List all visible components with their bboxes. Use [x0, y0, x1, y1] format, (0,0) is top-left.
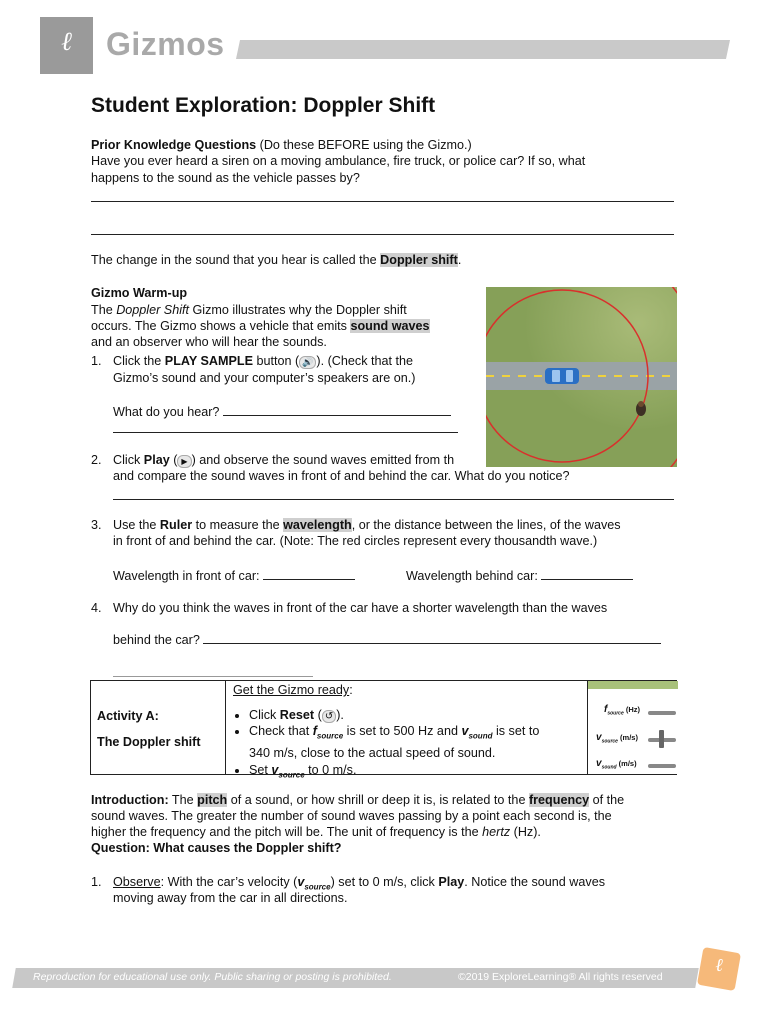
warmup-heading: Gizmo Warm-up	[91, 286, 188, 300]
q4-number: 4.	[91, 601, 102, 615]
prior-question-line1: Have you ever heard a siren on a moving ambulance, fire truck, or police car? If so, what	[91, 154, 586, 168]
warmup-line1: The Doppler Shift Gizmo illustrates why the Doppler shift	[91, 303, 407, 317]
sliders-header	[588, 681, 678, 689]
vsound-slider-label: $v_{sound}$ (m/s)	[596, 758, 637, 771]
play-icon[interactable]: ▶	[177, 455, 191, 468]
vsource-slider-label: $v_{source}$ (m/s)	[596, 732, 638, 745]
answer-line[interactable]	[223, 403, 451, 416]
activity-label: Activity A:	[97, 709, 159, 723]
warmup-line2: occurs. The Gizmo shows a vehicle that emits sound waves	[91, 319, 430, 333]
play-sample-icon[interactable]: 🔊	[299, 356, 316, 369]
fsource-slider-label: $f_{source}$ (Hz)	[604, 704, 640, 717]
doppler-sim-graphic	[486, 287, 677, 467]
q2-number: 2.	[91, 453, 102, 467]
doppler-sim-image	[486, 287, 677, 467]
header-bar	[236, 40, 730, 59]
setup-step: • Set $v_{source}$ to 0 m/s.	[249, 762, 583, 784]
car-icon	[545, 368, 579, 384]
intro-line1: Introduction: The pitch of a sound, or how shrill or deep it is, is related to the frequency of the	[91, 793, 625, 807]
warmup-line3: and an observer who will hear the sounds.	[91, 335, 327, 349]
q3-number: 3.	[91, 518, 102, 532]
el-logo-mark: ℓ	[61, 27, 72, 57]
q4-line2: behind the car?	[113, 631, 661, 648]
page-title: Student Exploration: Doppler Shift	[91, 94, 436, 117]
fsource-slider[interactable]	[648, 711, 676, 715]
activity-box	[90, 680, 677, 780]
step1-line2: moving away from the car in all directions.	[113, 891, 348, 905]
answer-line[interactable]	[113, 499, 674, 500]
q2-line1: Click Play ( ▶ ) and observe the sound waves emitted from th	[113, 453, 455, 467]
answer-line[interactable]	[541, 567, 633, 580]
answer-line[interactable]	[113, 432, 458, 433]
answer-line[interactable]	[203, 631, 661, 644]
reset-icon[interactable]: ↺	[322, 710, 336, 723]
q1-line2: Gizmo’s sound and your computer’s speakers are on.)	[113, 371, 416, 385]
intro-line2: sound waves. The greater the number of sound waves passing by a point each second is, the	[91, 809, 612, 823]
footer-disclaimer: Reproduction for educational use only. Public sharing or posting is prohibited.	[33, 971, 392, 983]
doppler-shift-term: Doppler shift	[380, 253, 458, 267]
setup-step: • Check that $f_{source}$ is set to 500 Hz and $v_{sound}$ is set to 340 m/s, close to the actual speed of sound.	[249, 723, 583, 761]
activity-name: The Doppler shift	[97, 735, 201, 749]
answer-line[interactable]	[263, 567, 355, 580]
answer-line[interactable]	[91, 201, 674, 202]
q1-line1: Click the PLAY SAMPLE button ( 🔊 ). (Check that the	[113, 354, 414, 368]
prior-knowledge-heading: Prior Knowledge Questions (Do these BEFORE using the Gizmo.)	[91, 138, 472, 152]
sound-waves-term: sound waves	[350, 319, 430, 333]
step1-line1: Observe: With the car’s velocity $(v_{source})$ set to 0 m/s, click Play. Notice the sound waves	[113, 875, 605, 892]
brand-name: Gizmos	[106, 26, 225, 62]
prior-question-line2: happens to the sound as the vehicle passes by?	[91, 171, 360, 185]
pitch-term: pitch	[197, 793, 228, 807]
answer-line[interactable]	[113, 676, 313, 677]
q2-line2: and compare the sound waves in front of and behind the car. What do you notice?	[113, 469, 570, 483]
q3-line1: Use the Ruler to measure the wavelength, or the distance between the lines, of the waves	[113, 518, 621, 532]
wavelength-term: wavelength	[283, 518, 352, 532]
intro-line3: higher the frequency and the pitch will be. The unit of frequency is the hertz (Hz).	[91, 825, 541, 839]
wavelength-front: Wavelength in front of car:	[113, 567, 355, 584]
setup-list	[233, 707, 583, 784]
frequency-term: frequency	[528, 793, 590, 807]
doppler-definition: The change in the sound that you hear is called the Doppler shift.	[91, 253, 462, 267]
footer-el-logo-mark: ℓ	[715, 955, 723, 976]
footer-copyright: ©2019 ExploreLearning® All rights reserved	[458, 971, 663, 983]
q1-number: 1.	[91, 354, 102, 368]
answer-line[interactable]	[91, 234, 674, 235]
q1-hear: What do you hear?	[113, 403, 451, 420]
question-heading: Question: What causes the Doppler shift?	[91, 841, 342, 855]
step1-number: 1.	[91, 875, 102, 889]
vsound-slider[interactable]	[648, 764, 676, 768]
q4-line1: Why do you think the waves in front of the car have a shorter wavelength than the waves	[113, 601, 608, 615]
get-ready-heading: Get the Gizmo ready:	[233, 683, 353, 697]
sliders-panel	[587, 681, 678, 774]
setup-step: • Click Reset ( ↺ ).	[249, 707, 583, 723]
q3-line2: in front of and behind the car. (Note: The red circles represent every thousandth wave.)	[113, 534, 598, 548]
activity-label-cell	[91, 681, 226, 774]
vsource-slider-handle[interactable]	[659, 730, 664, 748]
wavelength-behind: Wavelength behind car:	[406, 567, 633, 584]
